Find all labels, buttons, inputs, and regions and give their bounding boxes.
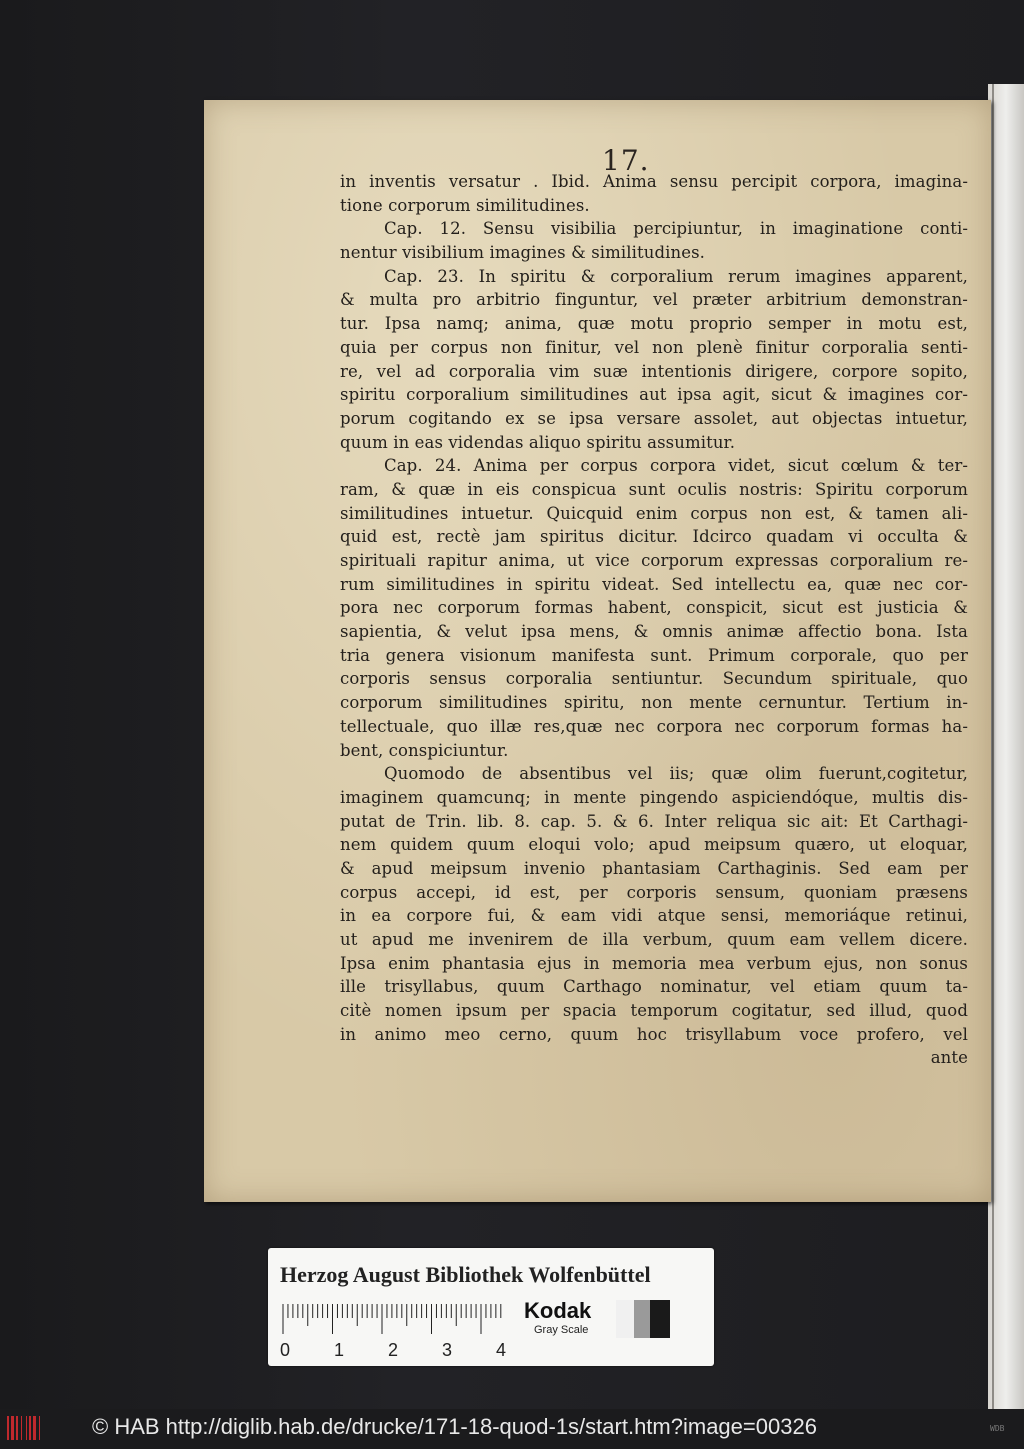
- page-number: 17.: [602, 144, 650, 177]
- gray-patch: [650, 1300, 670, 1338]
- copyright-url[interactable]: © HAB http://diglib.hab.de/drucke/171-18-quod-1s/start.htm?image=00326: [92, 1414, 817, 1439]
- color-scale-card: [268, 1248, 714, 1366]
- ruler-number: 3: [442, 1340, 453, 1360]
- book-edge: [988, 84, 1024, 1409]
- text-line: spiritu corporalium similitudines aut ipsa agit, sicut & imagines cor-: [340, 385, 968, 405]
- text-line: porum cogitando ex se ipsa versare assolet, aut objectas intuetur,: [340, 408, 968, 428]
- text-line: & multa pro arbitrio finguntur, vel præter arbitrium demonstran-: [340, 290, 968, 310]
- text-line: in ea corpore fui, & eam vidi atque sensi, memoriáque retinui,: [340, 906, 968, 926]
- text-line: imaginem quamcunq; in mente pingendo aspiciendóque, multis dis-: [340, 787, 968, 807]
- footer-mark: WDB: [990, 1424, 1005, 1433]
- text-line: tur. Ipsa namq; anima, quæ motu proprio semper in motu est,: [340, 314, 968, 334]
- text-line: corporum similitudines spiritu, non mente cernuntur. Tertium in-: [340, 693, 968, 713]
- text-line: corpus accepi, id est, per corporis sensum, quoniam præsens: [340, 882, 968, 902]
- text-line: re, vel ad corporalia vim suæ intentionis dirigere, corpore sopito,: [340, 361, 968, 381]
- text-line: putat de Trin. lib. 8. cap. 5. & 6. Inter reliqua sic ait: Et Carthagi-: [340, 811, 968, 831]
- ruler-number: 4: [496, 1340, 507, 1360]
- text-line: corporis sensus corporalia sentiuntur. Secundum spirituale, quo: [340, 669, 968, 689]
- text-line: similitudines intuetur. Quicquid enim corpus non est, & tamen ali-: [340, 503, 968, 523]
- text-line: & apud meipsum invenio phantasiam Carthaginis. Sed eam per: [340, 858, 968, 878]
- ruler-number: 0: [280, 1340, 291, 1360]
- barcode-bar: [29, 1416, 31, 1440]
- text-line: Cap. 24. Anima per corpus corpora videt, sicut cœlum & ter-: [384, 456, 968, 476]
- gray-scale-label: Gray Scale: [534, 1324, 589, 1336]
- text-line: sapientia, & velut ipsa mens, & omnis animæ affectio bona. Ista: [340, 622, 968, 642]
- text-line: Ipsa enim phantasia ejus in memoria mea verbum ejus, non sonus: [340, 953, 968, 973]
- text-line: in animo meo cerno, quum hoc trisyllabum voce profero, vel: [340, 1024, 968, 1044]
- barcode-bar: [7, 1416, 9, 1440]
- text-line: in inventis versatur . Ibid. Anima sensu percipit corpora, imagina-: [340, 172, 968, 191]
- ruler-scale: [282, 1304, 504, 1338]
- text-line: rum similitudines in spiritu videat. Sed intellectu ea, quæ nec cor-: [340, 574, 968, 594]
- text-line: ut apud me invenirem de illa verbum, quum eam vellem dicere.: [340, 930, 968, 949]
- barcode-bar: [11, 1416, 14, 1440]
- text-line: tria genera visionum manifesta sunt. Primum corporale, quo per: [340, 645, 968, 665]
- barcode-bar: [16, 1416, 18, 1440]
- kodak-logo: Kodak: [524, 1298, 592, 1323]
- text-line: tione corporum similitudines.: [340, 195, 590, 215]
- text-line: quia per corpus non finitur, vel non plenè finitur corporalia senti-: [340, 337, 968, 357]
- text-line: tellectuale, quo illæ res,quæ nec corpora nec corporum formas ha-: [340, 716, 968, 736]
- library-name: Herzog August Bibliothek Wolfenbüttel: [280, 1262, 651, 1287]
- text-line: quum in eas videndas aliquo spiritu assumitur.: [340, 432, 736, 452]
- barcode-bar: [26, 1416, 27, 1440]
- text-line: nem quidem quum eloqui volo; apud meipsum quæro, ut eloquar,: [340, 835, 968, 855]
- text-line: ram, & quæ in eis conspicua sunt oculis nostris: Spiritu corporum: [340, 479, 968, 499]
- barcode-bar: [33, 1416, 36, 1440]
- barcode-bar: [39, 1416, 40, 1440]
- ruler-numbers: [268, 1340, 508, 1362]
- text-line: Cap. 12. Sensu visibilia percipiuntur, in imaginatione conti-: [384, 219, 968, 239]
- text-line: ille trisyllabus, quum Carthago nominatur, vel etiam quum ta-: [340, 977, 968, 997]
- text-line: nentur visibilium imagines & similitudines.: [340, 243, 706, 263]
- text-line: Quomodo de absentibus vel iis; quæ olim fuerunt,cogitetur,: [384, 764, 968, 784]
- gray-patch: [634, 1300, 650, 1338]
- text-line: quid est, rectè jam spiritus dicitur. Idcirco quadam vi occulta &: [340, 527, 968, 547]
- text-line: bent, conspiciuntur.: [340, 740, 509, 760]
- text-line: Cap. 23. In spiritu & corporalium rerum imagines apparent,: [384, 266, 968, 286]
- text-line: pora nec corporum formas habent, conspicit, sicut est justicia &: [340, 598, 968, 618]
- barcode-bar: [21, 1416, 22, 1440]
- page-text: [340, 170, 968, 1070]
- text-line: spirituali rapitur anima, ut vice corporum expressas corporalium re-: [340, 551, 968, 570]
- gray-patch: [616, 1300, 634, 1338]
- text-line: citè nomen ipsum per spacia temporum cogitatur, sed illud, quod: [340, 1001, 968, 1021]
- catchword: ante: [930, 1048, 968, 1068]
- ruler-number: 1: [334, 1340, 345, 1360]
- ruler-number: 2: [388, 1340, 399, 1360]
- gray-scale-patches: [616, 1300, 670, 1338]
- barcode-icon: [6, 1414, 46, 1442]
- book-page: [204, 100, 991, 1202]
